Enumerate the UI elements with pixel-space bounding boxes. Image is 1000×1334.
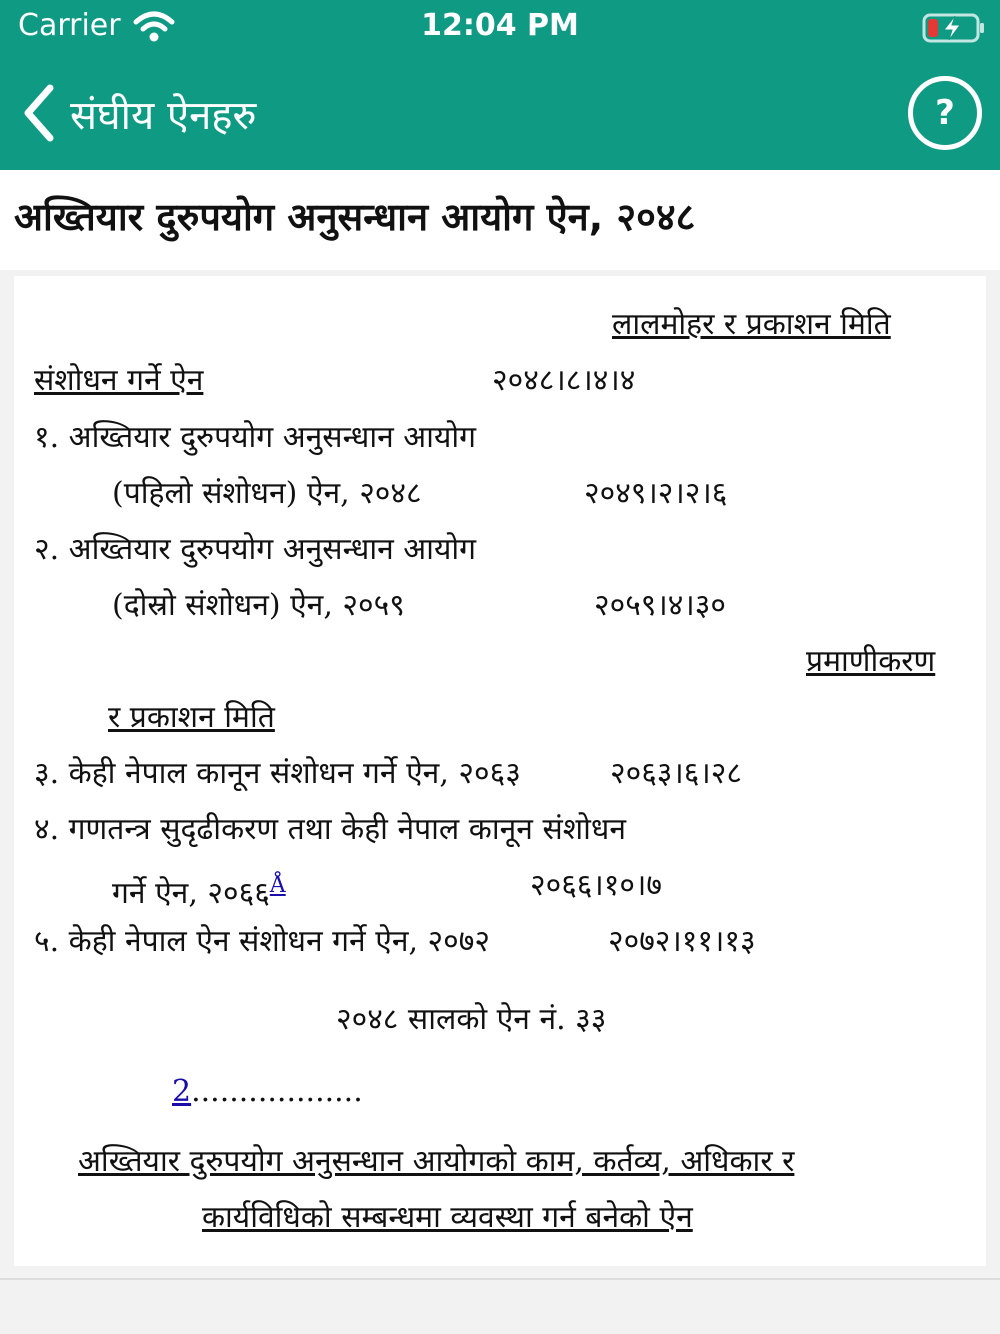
footnote-dots: .................. xyxy=(191,1074,363,1109)
amendment-4-line2-wrap xyxy=(112,866,286,914)
amendment-1-line2: (पहिलो संशोधन) ऐन, २०४८ xyxy=(112,476,422,511)
amendment-5-line1: ५. केही नेपाल ऐन संशोधन गर्ने ऐन, २०७२ xyxy=(34,924,490,959)
amendment-2-line1: २. अख्तियार दुरुपयोग अनुसन्धान आयोग xyxy=(34,532,477,567)
nav-title: संघीय ऐनहरु xyxy=(70,92,257,139)
bottom-divider xyxy=(0,1278,1000,1280)
help-button[interactable]: ? xyxy=(908,76,982,150)
amendment-3-date: २०६३।६।२८ xyxy=(610,756,742,791)
lalmohar-date: २०४८।८।४।४ xyxy=(492,363,636,398)
amendment-1-line1: १. अख्तियार दुरुपयोग अनुसन्धान आयोग xyxy=(34,420,477,455)
amendment-5-date: २०७२।११।१३ xyxy=(608,924,756,959)
footnote-row xyxy=(172,1072,363,1112)
amendment-1-date: २०४९।२।२।६ xyxy=(584,476,728,511)
amendment-2-date: २०५९।४।३० xyxy=(594,588,726,623)
page-title: अख्तियार दुरुपयोग अनुसन्धान आयोग ऐन, २०४८ xyxy=(14,195,696,239)
lalmohar-heading: लालमोहर र प्रकाशन मिति xyxy=(612,307,891,342)
amendment-4-date: २०६६।१०।७ xyxy=(530,868,662,903)
authentication-heading-cont: र प्रकाशन मिति xyxy=(108,700,275,735)
authentication-heading: प्रमाणीकरण xyxy=(806,644,936,679)
status-time: 12:04 PM xyxy=(421,8,579,43)
carrier-label: Carrier xyxy=(18,8,121,43)
preamble-line2: कार्यविधिको सम्बन्धमा व्यवस्था गर्न बनेको ऐन xyxy=(202,1200,693,1235)
act-number: २०४८ सालको ऐन नं. ३३ xyxy=(336,1002,607,1037)
amendment-2-line2: (दोस्रो संशोधन) ऐन, २०५९ xyxy=(112,588,405,623)
footnote-link-a[interactable]: Å xyxy=(269,873,286,898)
amendment-4-line1: ४. गणतन्त्र सुदृढीकरण तथा केही नेपाल कानून संशोधन xyxy=(34,812,626,847)
amendment-4-line2: गर्ने ऐन, २०६६ xyxy=(112,876,270,911)
amending-heading: संशोधन गर्ने ऐन xyxy=(34,363,204,398)
preamble-line1: अख्तियार दुरुपयोग अनुसन्धान आयोगको काम, कर्तव्य, अधिकार र xyxy=(78,1144,795,1179)
amendment-3-line1: ३. केही नेपाल कानून संशोधन गर्ने ऐन, २०६३ xyxy=(34,756,521,791)
footnote-link-2[interactable]: 2 xyxy=(172,1074,192,1109)
